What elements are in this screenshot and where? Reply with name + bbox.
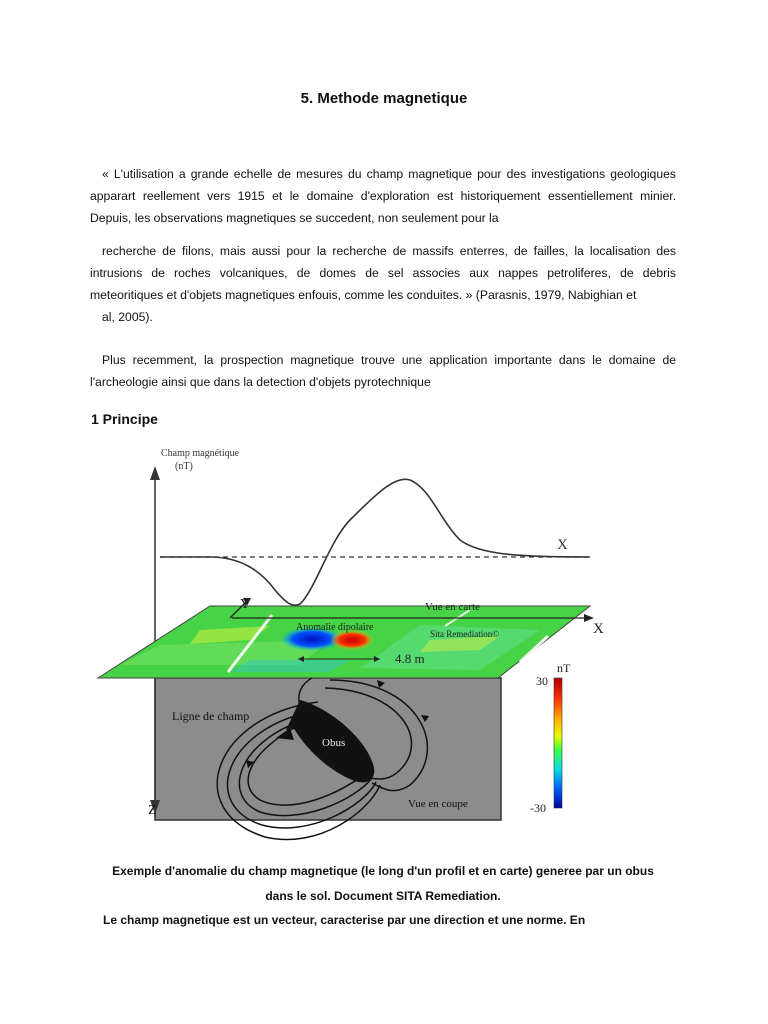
paragraph-archeology: Plus recemment, la prospection magnetique trouve une application importante dans le domaine de l'archeologie ainsi que dans la detection d'objets pyrotechnique (90, 353, 676, 389)
figure-caption-line2: dans le sol. Document SITA Remediation. (265, 889, 501, 903)
paragraph-continuation-text: recherche de filons, mais aussi pour la recherche de massifs enterres, de failles, la localisation des intrusions de roches volcaniques, de domes de sel associes aux nappes petroliferes, de debris meteoritiques et d'objets magnetiques enfouis, comme les conduites. » (Parasnis, 1979, Nabighian et (90, 244, 676, 302)
section-title: 5. Methode magnetique (300, 90, 468, 107)
anomaly-profile-curve (160, 479, 590, 605)
figure-caption (90, 859, 676, 909)
credit-label: Sita Remediation© (430, 629, 500, 639)
profile-x-label: X (557, 537, 568, 553)
map-view-label: Vue en carte (425, 601, 480, 613)
anomaly-label: Anomalie dipolaire (296, 622, 374, 633)
object-label: Obus (322, 737, 346, 749)
colorbar (554, 678, 562, 808)
paragraph-intro: « L'utilisation a grande echelle de mesures du champ magnetique pour des investigations geologiques apparart reellement vers 1915 et le domaine d'exploration est historiquement essentiellement minier. Depuis, les observations magnetiques se succedent, non seulement pour la (90, 167, 676, 225)
paragraph-continuation-end: al, 2005). (102, 310, 153, 324)
y-axis-arrow-icon (150, 466, 160, 480)
distance-label: 4.8 m (395, 651, 425, 666)
figure-caption-line1: Exemple d'anomalie du champ magnetique (le long d'un profil et en carte) generee par un obus (112, 864, 654, 878)
map-y-label: Y (240, 597, 251, 612)
map-x-label: X (593, 621, 604, 637)
magnetic-anomaly-figure (0, 440, 768, 850)
colorbar-min: -30 (530, 801, 546, 815)
colorbar-unit: nT (557, 661, 571, 675)
section-view-label: Vue en coupe (408, 798, 468, 810)
final-paragraph: Le champ magnetique est un vecteur, caracterise par une direction et une norme. En (103, 913, 586, 927)
y-axis-label: Champ magnétique (161, 448, 240, 459)
field-line-label: Ligne de champ (172, 709, 250, 723)
depth-axis-label: Z (148, 803, 157, 818)
y-axis-unit: (nT) (175, 461, 193, 472)
colorbar-max: 30 (536, 674, 548, 688)
subsection-title: 1 Principe (91, 411, 158, 427)
anomaly-positive-lobe (330, 630, 374, 650)
paragraph-continuation (90, 240, 676, 328)
